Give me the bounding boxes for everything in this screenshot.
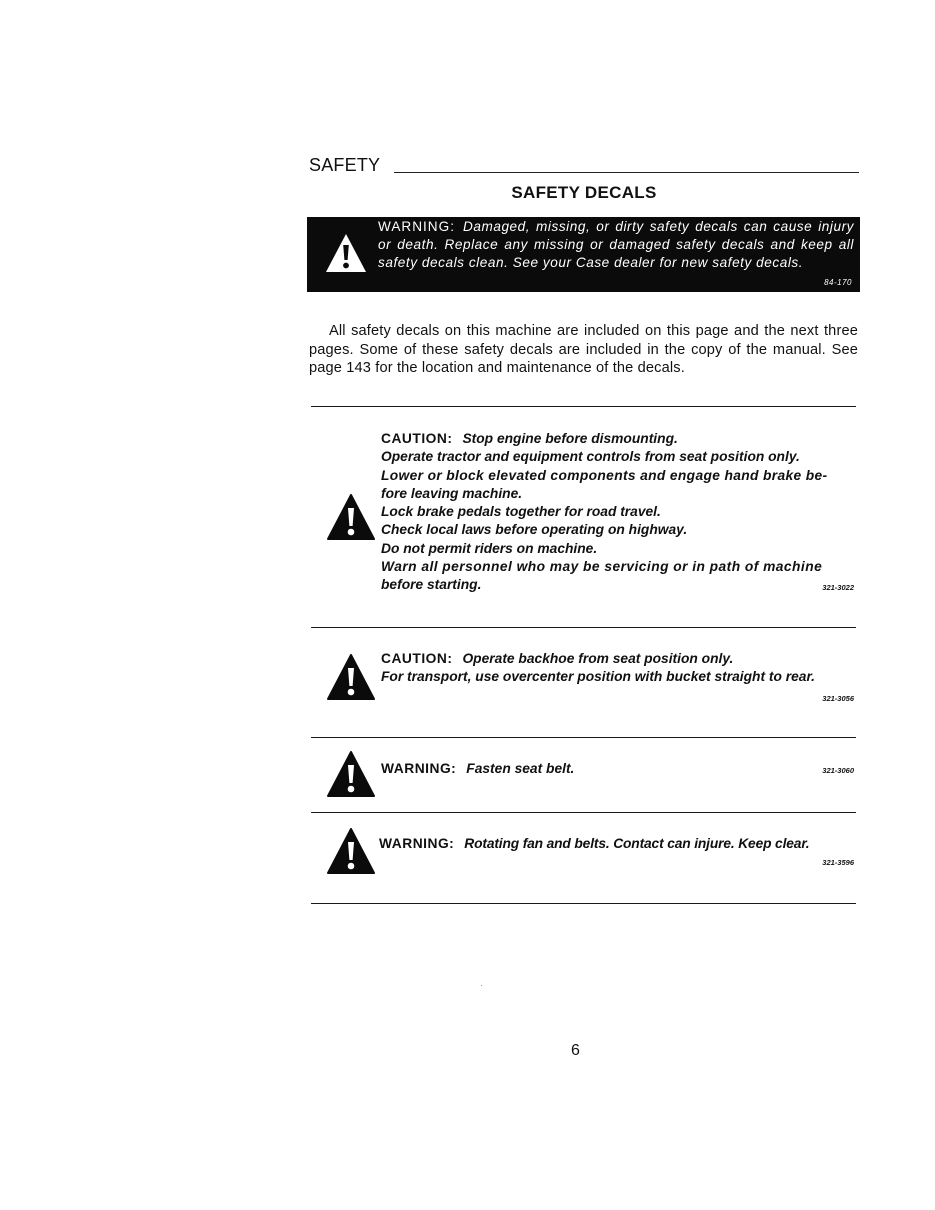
warning-triangle-icon (327, 828, 375, 874)
divider (311, 812, 856, 813)
section-label: SAFETY (309, 155, 381, 175)
decal-code: 321-3022 (822, 583, 854, 592)
divider (311, 737, 856, 738)
decal-lead: CAUTION: (381, 651, 453, 666)
decal-line: Operate backhoe from seat position only. (462, 651, 734, 666)
warning-box (307, 217, 860, 292)
decal-line: Rotating fan and belts. Contact can injure. Keep clear. (464, 836, 810, 851)
decal-text (379, 835, 859, 853)
decal-line: Operate tractor and equipment controls from seat position only. (381, 449, 800, 465)
decal-321-3056 (311, 650, 856, 710)
decal-line: Do not permit riders on machine. (381, 540, 598, 556)
decal-321-3596 (311, 826, 856, 876)
decal-text (381, 430, 856, 595)
decal-line: before starting. (381, 577, 482, 593)
intro-paragraph: All safety decals on this machine are included on this page and the next three pages. Some of these safety decals are included in the copy of the manual. See page 143 for the location and maintenance of the decals. (309, 323, 858, 376)
divider (311, 406, 856, 407)
page-number: 6 (571, 1042, 580, 1059)
decal-line: Lower or block elevated components and engage hand brake be- (381, 467, 828, 483)
divider (311, 627, 856, 628)
decal-line: Fasten seat belt. (466, 761, 575, 776)
divider (311, 903, 856, 904)
warning-triangle-icon (325, 233, 367, 273)
section-header-rule (394, 172, 859, 173)
warning-triangle-icon (327, 654, 375, 700)
decal-code: 321-3056 (822, 694, 854, 703)
warning-triangle-icon (327, 494, 375, 540)
decal-code: 321-3596 (822, 858, 854, 867)
warning-box-text (378, 218, 854, 272)
warning-triangle-icon (327, 751, 375, 797)
decal-lead: CAUTION: (381, 431, 453, 446)
decal-text (381, 760, 801, 778)
decal-line: fore leaving machine. (381, 485, 523, 501)
decal-line: Warn all personnel who may be servicing or in path of machine (381, 559, 823, 575)
decal-code: 321-3060 (822, 766, 854, 775)
decal-line: For transport, use overcenter position with bucket straight to rear. (381, 669, 815, 685)
warning-body: Damaged, missing, or dirty safety decals can cause injury or death. Replace any missing or damaged safety decals and keep all safety decals clean. See your Case dealer for new safety decals. (378, 219, 854, 270)
decal-text (381, 650, 856, 687)
decal-lead: WARNING: (379, 836, 455, 851)
scan-speck (481, 985, 482, 986)
section-header (309, 150, 859, 176)
decal-line: Lock brake pedals together for road travel. (381, 504, 661, 520)
decal-line: Stop engine before dismounting. (462, 431, 678, 446)
decal-line: Check local laws before operating on highway. (381, 522, 688, 538)
decal-code: 84-170 (824, 278, 852, 287)
warning-lead: WARNING: (378, 219, 455, 234)
decal-321-3022 (311, 430, 856, 605)
page-title: SAFETY DECALS (511, 183, 657, 202)
decal-lead: WARNING: (381, 761, 457, 776)
decal-321-3060 (311, 750, 856, 796)
